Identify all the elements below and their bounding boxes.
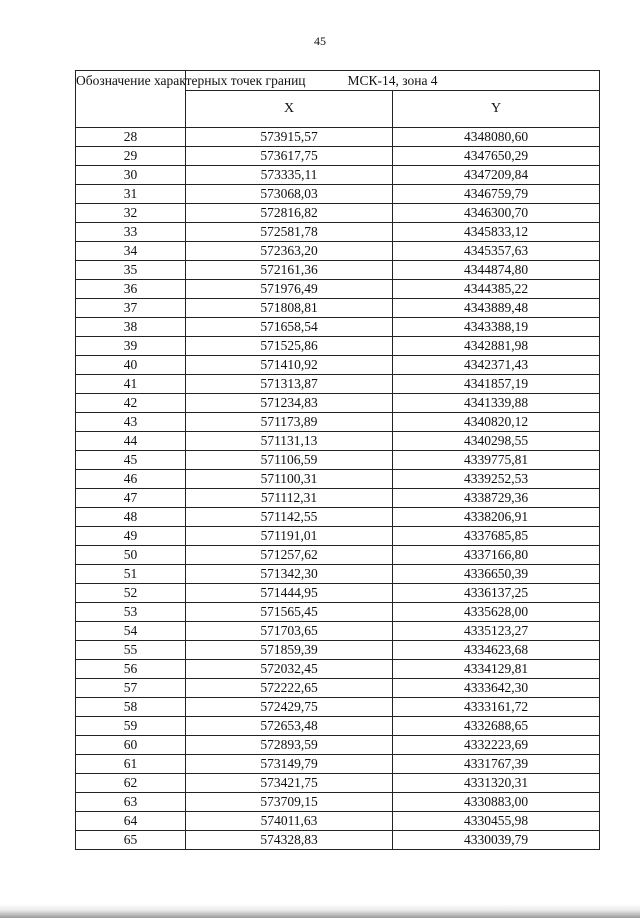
x-coordinate-cell: 571410,92 bbox=[186, 356, 393, 375]
table-row bbox=[76, 204, 600, 223]
point-number-cell: 55 bbox=[76, 641, 186, 660]
point-number-cell: 44 bbox=[76, 432, 186, 451]
point-number-cell: 42 bbox=[76, 394, 186, 413]
y-coordinate-cell: 4347209,84 bbox=[393, 166, 600, 185]
table-row bbox=[76, 185, 600, 204]
x-coordinate-cell: 571658,54 bbox=[186, 318, 393, 337]
x-coordinate-cell: 571313,87 bbox=[186, 375, 393, 394]
y-coordinate-cell: 4331767,39 bbox=[393, 755, 600, 774]
y-coordinate-cell: 4338206,91 bbox=[393, 508, 600, 527]
y-coordinate-cell: 4347650,29 bbox=[393, 147, 600, 166]
table-row bbox=[76, 242, 600, 261]
point-number-cell: 36 bbox=[76, 280, 186, 299]
y-coordinate-cell: 4336650,39 bbox=[393, 565, 600, 584]
y-coordinate-cell: 4340820,12 bbox=[393, 413, 600, 432]
x-coordinate-cell: 573335,11 bbox=[186, 166, 393, 185]
table-row bbox=[76, 489, 600, 508]
table-row bbox=[76, 413, 600, 432]
table-row bbox=[76, 793, 600, 812]
y-coordinate-cell: 4332223,69 bbox=[393, 736, 600, 755]
table-row bbox=[76, 660, 600, 679]
y-coordinate-cell: 4345833,12 bbox=[393, 223, 600, 242]
point-number-cell: 45 bbox=[76, 451, 186, 470]
table-row bbox=[76, 622, 600, 641]
table-row bbox=[76, 527, 600, 546]
y-coordinate-cell: 4333642,30 bbox=[393, 679, 600, 698]
point-number-cell: 28 bbox=[76, 128, 186, 147]
x-coordinate-cell: 573149,79 bbox=[186, 755, 393, 774]
x-coordinate-cell: 572161,36 bbox=[186, 261, 393, 280]
x-coordinate-cell: 572581,78 bbox=[186, 223, 393, 242]
table-row bbox=[76, 717, 600, 736]
point-number-cell: 58 bbox=[76, 698, 186, 717]
x-coordinate-cell: 572032,45 bbox=[186, 660, 393, 679]
table-body bbox=[76, 128, 600, 850]
point-number-cell: 46 bbox=[76, 470, 186, 489]
y-coordinate-cell: 4345357,63 bbox=[393, 242, 600, 261]
table-row bbox=[76, 508, 600, 527]
coordinates-table bbox=[75, 70, 600, 850]
y-coordinate-cell: 4341339,88 bbox=[393, 394, 600, 413]
y-coordinate-cell: 4330455,98 bbox=[393, 812, 600, 831]
table-row bbox=[76, 166, 600, 185]
y-coordinate-cell: 4342881,98 bbox=[393, 337, 600, 356]
point-number-cell: 59 bbox=[76, 717, 186, 736]
x-coordinate-cell: 573068,03 bbox=[186, 185, 393, 204]
x-coordinate-cell: 572816,82 bbox=[186, 204, 393, 223]
point-number-cell: 43 bbox=[76, 413, 186, 432]
y-coordinate-cell: 4335123,27 bbox=[393, 622, 600, 641]
table-row bbox=[76, 280, 600, 299]
table-row bbox=[76, 223, 600, 242]
x-coordinate-cell: 571257,62 bbox=[186, 546, 393, 565]
point-number-cell: 34 bbox=[76, 242, 186, 261]
x-coordinate-cell: 573617,75 bbox=[186, 147, 393, 166]
x-coordinate-cell: 574011,63 bbox=[186, 812, 393, 831]
point-number-cell: 37 bbox=[76, 299, 186, 318]
point-number-cell: 30 bbox=[76, 166, 186, 185]
table-row bbox=[76, 584, 600, 603]
x-coordinate-cell: 571191,01 bbox=[186, 527, 393, 546]
table-row bbox=[76, 318, 600, 337]
table-row bbox=[76, 451, 600, 470]
point-designation-header: Обозначение характерных точек границ bbox=[76, 71, 186, 128]
y-coordinate-cell: 4339775,81 bbox=[393, 451, 600, 470]
x-coordinate-cell: 571142,55 bbox=[186, 508, 393, 527]
x-coordinate-cell: 572363,20 bbox=[186, 242, 393, 261]
x-coordinate-cell: 571565,45 bbox=[186, 603, 393, 622]
point-number-cell: 47 bbox=[76, 489, 186, 508]
y-coordinate-cell: 4337166,80 bbox=[393, 546, 600, 565]
x-coordinate-cell: 571976,49 bbox=[186, 280, 393, 299]
table-row bbox=[76, 128, 600, 147]
table-row bbox=[76, 261, 600, 280]
point-number-cell: 65 bbox=[76, 831, 186, 850]
table-row bbox=[76, 299, 600, 318]
table-row bbox=[76, 736, 600, 755]
y-column-header: Y bbox=[393, 91, 600, 128]
y-coordinate-cell: 4334129,81 bbox=[393, 660, 600, 679]
x-coordinate-cell: 571808,81 bbox=[186, 299, 393, 318]
table-row bbox=[76, 603, 600, 622]
x-coordinate-cell: 572429,75 bbox=[186, 698, 393, 717]
y-coordinate-cell: 4336137,25 bbox=[393, 584, 600, 603]
table-row bbox=[76, 546, 600, 565]
table-row bbox=[76, 337, 600, 356]
table-row bbox=[76, 375, 600, 394]
table-row bbox=[76, 679, 600, 698]
table-row bbox=[76, 831, 600, 850]
x-coordinate-cell: 571859,39 bbox=[186, 641, 393, 660]
point-number-cell: 49 bbox=[76, 527, 186, 546]
y-coordinate-cell: 4343388,19 bbox=[393, 318, 600, 337]
point-number-cell: 63 bbox=[76, 793, 186, 812]
table-row bbox=[76, 432, 600, 451]
table-row bbox=[76, 565, 600, 584]
y-coordinate-cell: 4341857,19 bbox=[393, 375, 600, 394]
y-coordinate-cell: 4332688,65 bbox=[393, 717, 600, 736]
y-coordinate-cell: 4342371,43 bbox=[393, 356, 600, 375]
point-number-cell: 61 bbox=[76, 755, 186, 774]
y-coordinate-cell: 4330883,00 bbox=[393, 793, 600, 812]
x-coordinate-cell: 573421,75 bbox=[186, 774, 393, 793]
point-number-cell: 48 bbox=[76, 508, 186, 527]
table-row bbox=[76, 356, 600, 375]
x-coordinate-cell: 572653,48 bbox=[186, 717, 393, 736]
point-number-cell: 53 bbox=[76, 603, 186, 622]
y-coordinate-cell: 4334623,68 bbox=[393, 641, 600, 660]
table-row bbox=[76, 470, 600, 489]
point-number-cell: 56 bbox=[76, 660, 186, 679]
point-number-cell: 60 bbox=[76, 736, 186, 755]
table-row bbox=[76, 812, 600, 831]
point-number-cell: 50 bbox=[76, 546, 186, 565]
point-number-cell: 38 bbox=[76, 318, 186, 337]
point-number-cell: 54 bbox=[76, 622, 186, 641]
point-number-cell: 31 bbox=[76, 185, 186, 204]
table-row bbox=[76, 641, 600, 660]
y-coordinate-cell: 4330039,79 bbox=[393, 831, 600, 850]
y-coordinate-cell: 4335628,00 bbox=[393, 603, 600, 622]
x-coordinate-cell: 571131,13 bbox=[186, 432, 393, 451]
y-coordinate-cell: 4344874,80 bbox=[393, 261, 600, 280]
table-row bbox=[76, 774, 600, 793]
x-coordinate-cell: 573915,57 bbox=[186, 128, 393, 147]
table-row bbox=[76, 147, 600, 166]
y-coordinate-cell: 4340298,55 bbox=[393, 432, 600, 451]
x-coordinate-cell: 571234,83 bbox=[186, 394, 393, 413]
y-coordinate-cell: 4343889,48 bbox=[393, 299, 600, 318]
table-header bbox=[76, 71, 600, 128]
point-number-cell: 41 bbox=[76, 375, 186, 394]
point-number-cell: 52 bbox=[76, 584, 186, 603]
x-coordinate-cell: 573709,15 bbox=[186, 793, 393, 812]
x-coordinate-cell: 571112,31 bbox=[186, 489, 393, 508]
y-coordinate-cell: 4337685,85 bbox=[393, 527, 600, 546]
table-row bbox=[76, 755, 600, 774]
x-coordinate-cell: 571703,65 bbox=[186, 622, 393, 641]
x-coordinate-cell: 571444,95 bbox=[186, 584, 393, 603]
x-coordinate-cell: 574328,83 bbox=[186, 831, 393, 850]
x-coordinate-cell: 572222,65 bbox=[186, 679, 393, 698]
point-number-cell: 62 bbox=[76, 774, 186, 793]
x-coordinate-cell: 572893,59 bbox=[186, 736, 393, 755]
y-coordinate-cell: 4346759,79 bbox=[393, 185, 600, 204]
point-number-cell: 33 bbox=[76, 223, 186, 242]
point-number-cell: 57 bbox=[76, 679, 186, 698]
y-coordinate-cell: 4331320,31 bbox=[393, 774, 600, 793]
point-number-cell: 40 bbox=[76, 356, 186, 375]
y-coordinate-cell: 4333161,72 bbox=[393, 698, 600, 717]
y-coordinate-cell: 4338729,36 bbox=[393, 489, 600, 508]
coordinate-system-header: МСК-14, зона 4 bbox=[186, 71, 600, 91]
table-row bbox=[76, 698, 600, 717]
x-coordinate-cell: 571525,86 bbox=[186, 337, 393, 356]
y-coordinate-cell: 4346300,70 bbox=[393, 204, 600, 223]
x-coordinate-cell: 571173,89 bbox=[186, 413, 393, 432]
page-number: 45 bbox=[314, 34, 326, 48]
point-number-cell: 51 bbox=[76, 565, 186, 584]
y-coordinate-cell: 4344385,22 bbox=[393, 280, 600, 299]
point-number-cell: 32 bbox=[76, 204, 186, 223]
x-coordinate-cell: 571106,59 bbox=[186, 451, 393, 470]
point-number-cell: 64 bbox=[76, 812, 186, 831]
table-row bbox=[76, 394, 600, 413]
x-coordinate-cell: 571100,31 bbox=[186, 470, 393, 489]
y-coordinate-cell: 4339252,53 bbox=[393, 470, 600, 489]
point-number-cell: 35 bbox=[76, 261, 186, 280]
x-column-header: X bbox=[186, 91, 393, 128]
x-coordinate-cell: 571342,30 bbox=[186, 565, 393, 584]
scan-bottom-edge bbox=[0, 904, 640, 918]
point-number-cell: 29 bbox=[76, 147, 186, 166]
point-number-cell: 39 bbox=[76, 337, 186, 356]
y-coordinate-cell: 4348080,60 bbox=[393, 128, 600, 147]
